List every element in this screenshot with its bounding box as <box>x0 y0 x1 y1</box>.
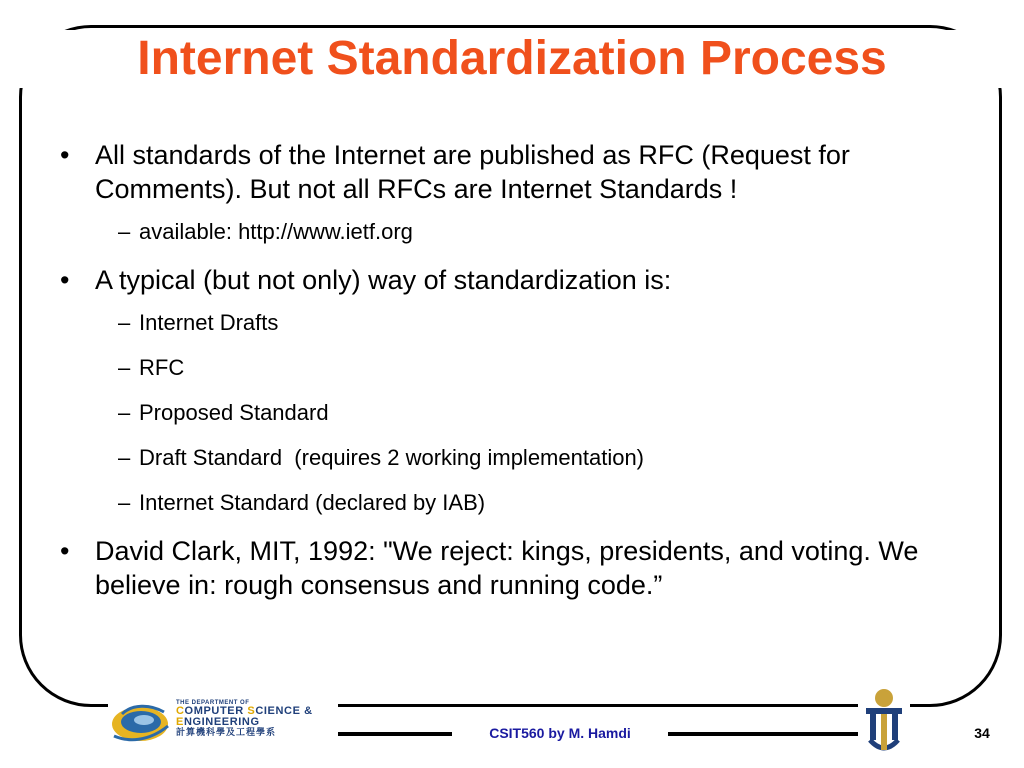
sub-bullet-marker: – <box>118 400 131 425</box>
logo-line-4: 計算機科學及工程學系 <box>176 727 277 737</box>
department-logo-text <box>176 700 313 737</box>
slide-title-text: Internet Standardization Process <box>123 32 901 85</box>
footer-rule-left <box>336 732 452 736</box>
sub-bullet-text: Internet Drafts <box>139 310 279 335</box>
bullet-item <box>60 534 980 602</box>
bullet-item <box>60 138 980 206</box>
sub-bullet-text: available: http://www.ietf.org <box>139 219 413 244</box>
bullet-marker: • <box>60 140 70 170</box>
bullet-text: All standards of the Internet are published as RFC (Request for Comments). But not all RFCs are Internet Standards ! <box>95 140 850 204</box>
slide-title <box>0 30 1024 88</box>
footer-rule-right <box>668 732 868 736</box>
bullet-item <box>60 263 980 297</box>
page-number: 34 <box>962 724 1002 742</box>
bullet-text: A typical (but not only) way of standardization is: <box>95 265 672 295</box>
department-logo <box>108 696 338 752</box>
bullet-marker: • <box>60 536 70 566</box>
sub-bullet-item <box>60 309 980 337</box>
sub-bullet-marker: – <box>118 355 131 380</box>
university-emblem-icon <box>858 686 910 758</box>
department-emblem-icon <box>108 696 174 750</box>
slide-body <box>60 138 980 614</box>
university-emblem <box>858 686 910 758</box>
logo-line-1: THE DEPARTMENT OF <box>176 700 250 706</box>
footer-course-label: CSIT560 by M. Hamdi <box>460 724 660 742</box>
bullet-marker: • <box>60 265 70 295</box>
sub-bullet-text: Draft Standard (requires 2 working implementation) <box>139 445 645 470</box>
sub-bullet-marker: – <box>118 445 131 470</box>
sub-bullet-marker: – <box>118 310 131 335</box>
logo-line-3: ENGINEERING <box>176 716 260 728</box>
bullet-text: David Clark, MIT, 1992: "We reject: kings, presidents, and voting. We believe in: rough consensus and running code.” <box>95 536 919 600</box>
sub-bullet-text: Proposed Standard <box>139 400 329 425</box>
sub-bullet-item <box>60 399 980 427</box>
sub-bullet-item <box>60 489 980 517</box>
logo-line-2: COMPUTER SCIENCE & <box>176 705 313 717</box>
sub-bullet-item <box>60 354 980 382</box>
sub-bullet-item <box>60 218 980 246</box>
sub-bullet-item <box>60 444 980 472</box>
sub-bullet-marker: – <box>118 219 131 244</box>
sub-bullet-marker: – <box>118 490 131 515</box>
sub-bullet-text: RFC <box>139 355 185 380</box>
sub-bullet-text: Internet Standard (declared by IAB) <box>139 490 486 515</box>
